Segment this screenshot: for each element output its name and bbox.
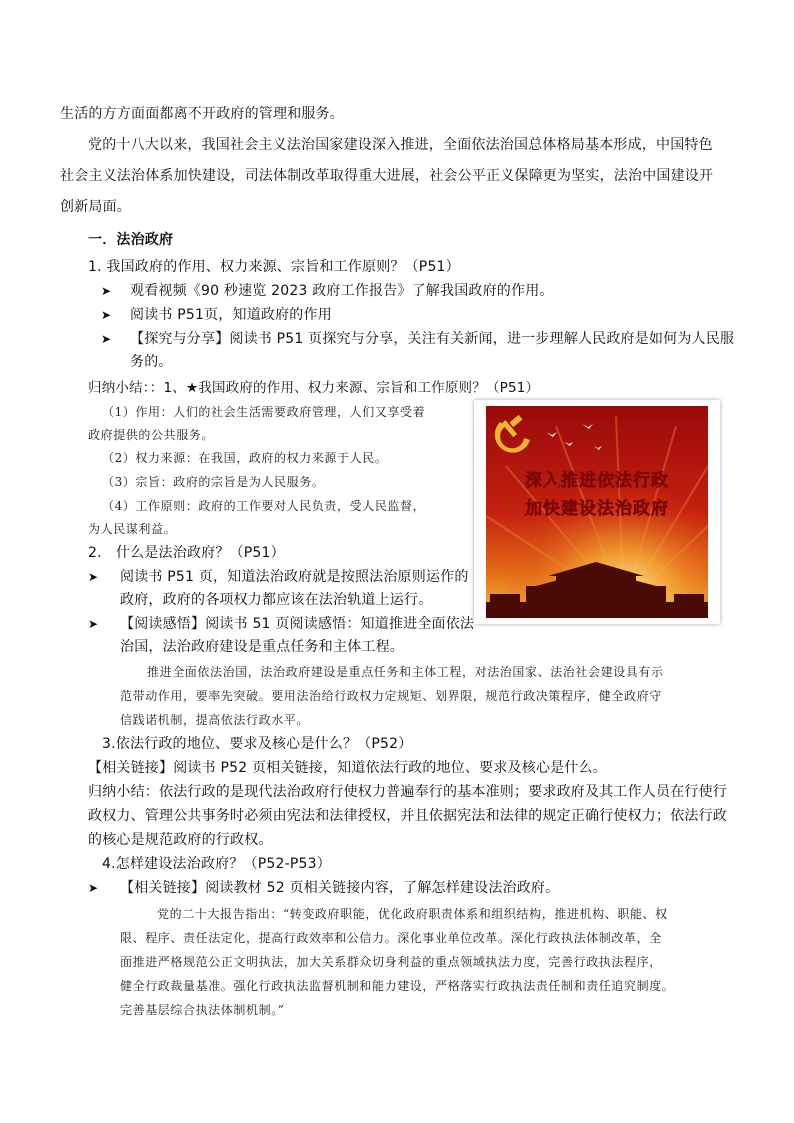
q1-summary-title: 归纳小结：：1、★我国政府的作用、权力来源、宗旨和工作原则？（P51） xyxy=(88,380,540,396)
q1-bullet: 阅读书 P51页，知道政府的作用 xyxy=(130,307,332,323)
question-4-title: 4.怎样建设法治政府？（P52-P53） xyxy=(102,856,331,872)
arrowhead-bullet-icon: ➤ xyxy=(88,617,99,631)
q2-quote-line: 推进全面依法治国，法治政府建设是重点任务和主体工程，对法治国家、法治社会建设具有示 xyxy=(147,665,664,679)
q1-summary-line: 为人民谋利益。 xyxy=(88,522,177,536)
q4-quote-line: 面推进严格规范公正文明执法，加大关系群众切身利益的重点领域执法力度，完善行政执法程序， xyxy=(120,955,662,969)
q1-bullet-continued: 务的。 xyxy=(130,354,173,370)
intro-line: 生活的方方面面都离不开政府的管理和服务。 xyxy=(60,106,344,122)
q1-summary-line: （1）作用：人们的社会生活需要政府管理，人们又享受着 xyxy=(102,405,426,419)
q2-bullet-continued: 政府，政府的各项权力都应该在法治轨道上运行。 xyxy=(120,592,433,608)
q4-quote-line: 限、程序、责任法定化，提高行政效率和公信力。深化事业单位改革。深化行政执法体制改革，全 xyxy=(120,931,662,945)
q2-quote-line: 范带动作用，要率先突破。要用法治给行政权力定规矩、划界限，规范行政决策程序，健全政府守 xyxy=(120,689,662,703)
q4-bullet: 【相关链接】阅读教材 52 页相关链接内容，了解怎样建设法治政府。 xyxy=(120,880,560,896)
q3-summary-line: 政权力、管理公共事务时必须由宪法和法律授权，并且依据宪法和法律的规定正确行使权力；依法行政 xyxy=(88,808,727,824)
q1-bullet: 观看视频《90 秒速览 2023 政府工作报告》了解我国政府的作用。 xyxy=(130,283,554,299)
q1-bullet: 【探究与分享】阅读书 P51 页探究与分享，关注有关新闻，进一步理解人民政府是如何为人民服 xyxy=(130,331,735,347)
q4-quote-line: 党的二十大报告指出：“转变政府职能，优化政府职责体系和组织结构，推进机构、职能、权 xyxy=(157,907,668,921)
poster-title-line-1: 深入推进依法行政 xyxy=(525,471,669,491)
q4-quote-line: 完善基层综合执法体制机制。” xyxy=(120,1003,285,1017)
q1-summary-line: （2）权力来源：在我国，政府的权力来源于人民。 xyxy=(102,451,388,465)
arrowhead-bullet-icon: ➤ xyxy=(101,308,112,322)
question-1-title: 1. 我国政府的作用、权力来源、宗旨和工作原则？（P51） xyxy=(88,259,460,275)
q1-summary-line: （4）工作原则：政府的工作要对人民负责，受人民监督， xyxy=(102,499,426,513)
q2-bullet-continued: 治国，法治政府建设是重点任务和主体工程。 xyxy=(120,639,404,655)
q3-summary-line: 归纳小结：依法行政的是现代法治政府行使权力普遍奉行的基本准则；要求政府及其工作人员在行使行 xyxy=(88,784,727,800)
q2-bullet: 【阅读感悟】阅读书 51 页阅读感悟：知道推进全面依法 xyxy=(120,616,475,632)
q3-related-link: 【相关链接】阅读书 P52 页相关链接，知道依法行政的地位、要求及核心是什么。 xyxy=(88,760,607,776)
intro-paragraph-line: 社会主义法治体系加快建设，司法体制改革取得重大进展，社会公平正义保障更为坚实，法治中国建设开 xyxy=(60,168,714,184)
question-2-title: 2. 什么是法治政府？（P51） xyxy=(88,545,285,561)
q2-quote-line: 信践诺机制，提高依法行政水平。 xyxy=(120,713,310,727)
q3-summary-line: 的核心是规范政府的行政权。 xyxy=(88,832,273,848)
arrowhead-bullet-icon: ➤ xyxy=(88,881,99,895)
arrowhead-bullet-icon: ➤ xyxy=(88,570,99,584)
intro-paragraph-line: 创新局面。 xyxy=(60,199,131,215)
poster-title-line-2: 加快建设法治政府 xyxy=(525,499,669,519)
arrowhead-bullet-icon: ➤ xyxy=(101,332,112,346)
question-3-title: 3.依法行政的地位、要求及核心是什么？（P52） xyxy=(102,736,413,752)
q4-quote-line: 健全行政裁量基准。强化行政执法监督机制和能力建设，严格落实行政执法责任制和责任追究制度。 xyxy=(120,979,675,993)
q1-summary-line: 政府提供的公共服务。 xyxy=(88,428,215,442)
intro-paragraph-line: 党的十八大以来，我国社会主义法治国家建设深入推进，全面依法治国总体格局基本形成，中国特色 xyxy=(88,137,713,153)
q2-bullet: 阅读书 P51 页，知道法治政府就是按照法治原则运作的 xyxy=(120,569,469,585)
poster-image xyxy=(486,406,708,618)
q1-summary-line: （3）宗旨：政府的宗旨是为人民服务。 xyxy=(102,475,325,489)
section-heading: 一．法治政府 xyxy=(88,232,174,248)
poster-figure xyxy=(474,400,720,624)
arrowhead-bullet-icon: ➤ xyxy=(101,284,112,298)
